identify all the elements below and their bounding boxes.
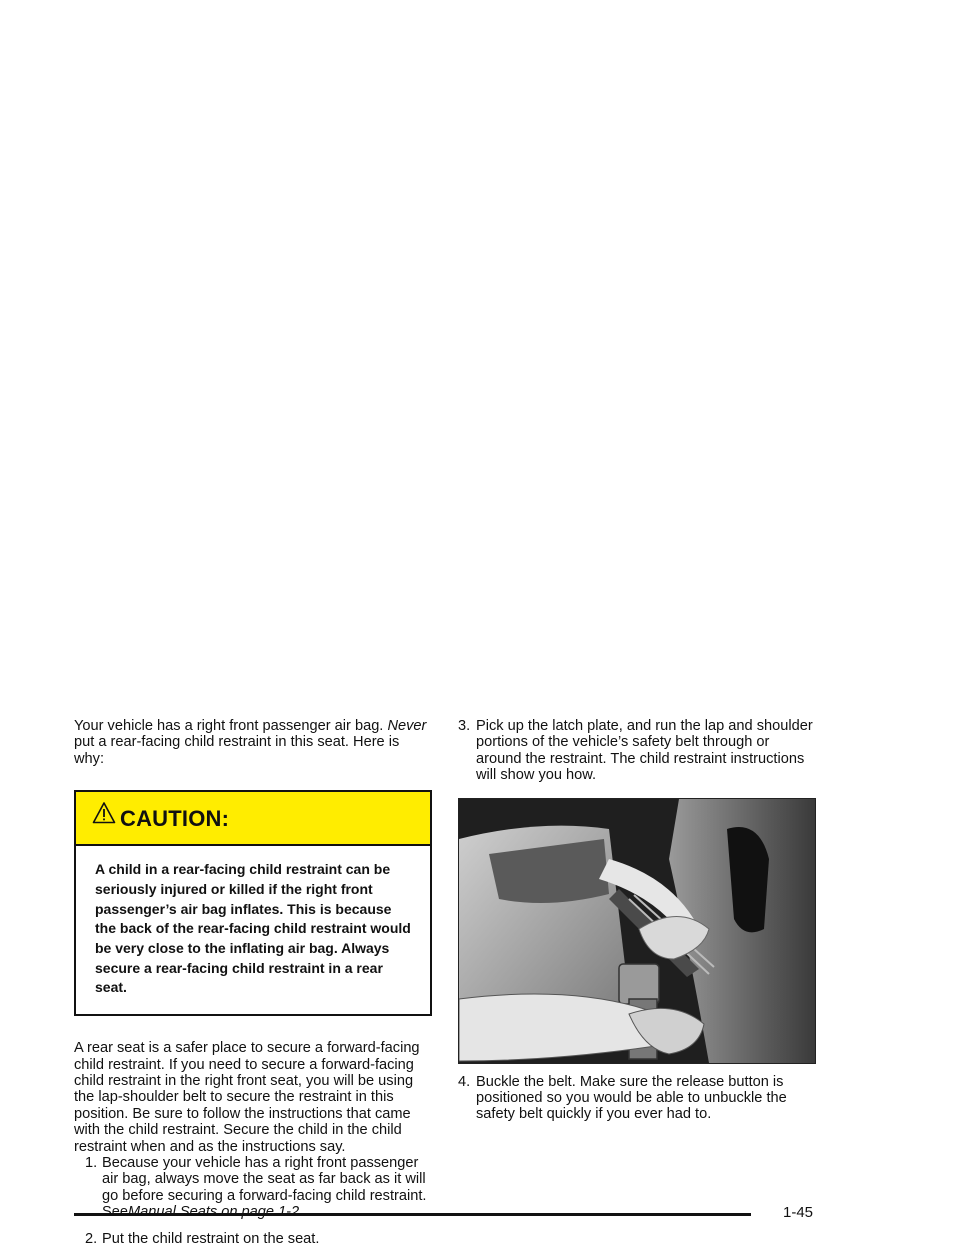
intro-emphasis: Never	[387, 718, 427, 734]
caution-box	[74, 790, 432, 1016]
step-text: Buckle the belt. Make sure the release button is positioned so you would be able to unbuckle the safety belt quickly if you ever had to.	[476, 1073, 787, 1123]
buckling-belt-illustration	[458, 798, 816, 1064]
step-number: 4.	[458, 1073, 471, 1090]
step-item	[458, 718, 816, 784]
page-number: 1-45	[783, 1204, 814, 1221]
step-item	[74, 1231, 432, 1247]
steps-list-right-2	[458, 1074, 816, 1123]
step-number: 2.	[85, 1230, 98, 1247]
intro-paragraph	[74, 718, 432, 767]
step-number: 3.	[458, 718, 471, 734]
steps-list-left	[74, 1155, 432, 1247]
step-item	[458, 1074, 816, 1123]
intro-text-2: put a rear-facing child restraint in this seat. Here is why:	[74, 734, 400, 767]
intro-text: Your vehicle has a right front passenger air bag.	[74, 718, 384, 734]
step-text: Put the child restraint on the seat.	[102, 1230, 320, 1247]
left-column	[74, 718, 432, 1247]
caution-title: CAUTION:	[120, 806, 230, 832]
step-number: 1.	[85, 1154, 98, 1171]
footer-rule	[74, 1213, 751, 1216]
step-text: Pick up the latch plate, and run the lap and shoulder portions of the vehicle’s safety belt through or around the restraint. The child restraint instructions will show you how.	[476, 718, 813, 784]
step-text: Because your vehicle has a right front passenger air bag, always move the seat as far back as it will go before securing a forward-facing child restraint.	[102, 1154, 427, 1204]
step-item	[74, 1155, 432, 1221]
right-column	[458, 718, 816, 1123]
steps-list-right	[458, 718, 816, 784]
warning-triangle-icon	[92, 801, 116, 825]
caution-header	[76, 792, 430, 846]
caution-body: A child in a rear-facing child restraint can be seriously injured or killed if the right front passenger’s air bag inflates. This is because the back of the rear-facing child restraint would be very close to the inflating air bag. Always secure a rear-facing child restraint in a rear seat.	[95, 861, 411, 996]
body-paragraph: A rear seat is a safer place to secure a forward-facing child restraint. If you need to secure a forward-facing child restraint in the right front seat, you will be using the lap-shoulder belt to secure the restraint in this position. Be sure to follow the instructions that came with the child restraint. Secure the child in the child restraint when and as the instructions say.	[74, 1040, 420, 1155]
